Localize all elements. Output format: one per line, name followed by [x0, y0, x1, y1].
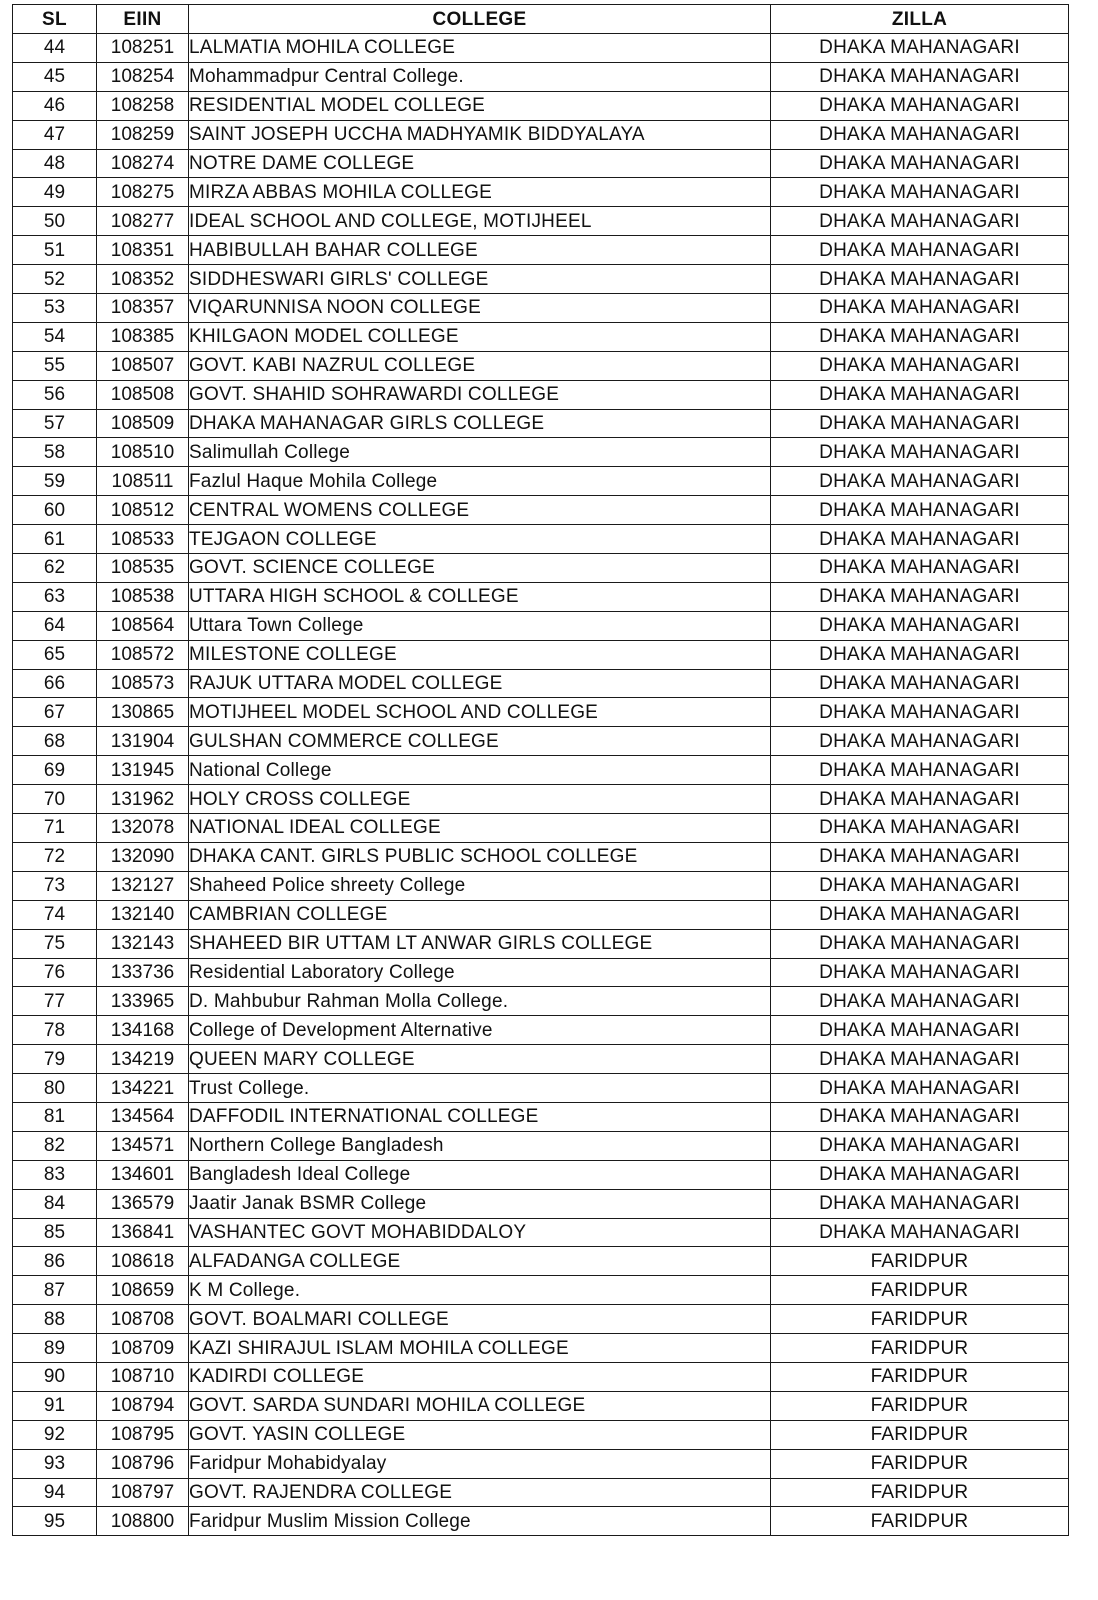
college-cell: Jaatir Janak BSMR College — [189, 1189, 771, 1218]
eiin-cell: 134601 — [97, 1160, 189, 1189]
zilla-cell: DHAKA MAHANAGARI — [771, 525, 1069, 554]
college-cell: College of Development Alternative — [189, 1016, 771, 1045]
table-row — [13, 1160, 1069, 1189]
table-row — [13, 322, 1069, 351]
college-cell: Fazlul Haque Mohila College — [189, 467, 771, 496]
eiin-cell: 108385 — [97, 322, 189, 351]
zilla-cell: DHAKA MAHANAGARI — [771, 351, 1069, 380]
eiin-cell: 108572 — [97, 640, 189, 669]
table-row — [13, 1507, 1069, 1536]
sl-cell: 58 — [13, 438, 97, 467]
table-row — [13, 1449, 1069, 1478]
table-row — [13, 525, 1069, 554]
eiin-cell: 108659 — [97, 1276, 189, 1305]
college-table — [12, 4, 1069, 1536]
zilla-cell: DHAKA MAHANAGARI — [771, 294, 1069, 323]
zilla-cell: DHAKA MAHANAGARI — [771, 91, 1069, 120]
zilla-cell: DHAKA MAHANAGARI — [771, 380, 1069, 409]
table-row — [13, 1276, 1069, 1305]
college-cell: GOVT. RAJENDRA COLLEGE — [189, 1478, 771, 1507]
zilla-cell: DHAKA MAHANAGARI — [771, 1045, 1069, 1074]
table-row — [13, 814, 1069, 843]
college-cell: NATIONAL IDEAL COLLEGE — [189, 814, 771, 843]
table-row — [13, 467, 1069, 496]
eiin-cell: 134221 — [97, 1074, 189, 1103]
eiin-cell: 108275 — [97, 178, 189, 207]
college-cell: MILESTONE COLLEGE — [189, 640, 771, 669]
eiin-cell: 108709 — [97, 1334, 189, 1363]
sl-cell: 93 — [13, 1449, 97, 1478]
college-cell: GOVT. SHAHID SOHRAWARDI COLLEGE — [189, 380, 771, 409]
sl-cell: 47 — [13, 120, 97, 149]
sl-cell: 83 — [13, 1160, 97, 1189]
sl-cell: 76 — [13, 958, 97, 987]
table-row — [13, 409, 1069, 438]
eiin-cell: 108533 — [97, 525, 189, 554]
sl-cell: 90 — [13, 1362, 97, 1391]
header-row — [13, 5, 1069, 34]
sl-cell: 91 — [13, 1391, 97, 1420]
table-row — [13, 1131, 1069, 1160]
college-cell: DAFFODIL INTERNATIONAL COLLEGE — [189, 1102, 771, 1131]
college-cell: Mohammadpur Central College. — [189, 62, 771, 91]
sl-cell: 73 — [13, 871, 97, 900]
table-row — [13, 1189, 1069, 1218]
zilla-cell: DHAKA MAHANAGARI — [771, 554, 1069, 583]
table-row — [13, 496, 1069, 525]
college-cell: LALMATIA MOHILA COLLEGE — [189, 34, 771, 63]
college-cell: Faridpur Mohabidyalay — [189, 1449, 771, 1478]
sl-cell: 77 — [13, 987, 97, 1016]
table-row — [13, 929, 1069, 958]
zilla-cell: DHAKA MAHANAGARI — [771, 34, 1069, 63]
zilla-cell: DHAKA MAHANAGARI — [771, 842, 1069, 871]
table-row — [13, 1362, 1069, 1391]
sl-cell: 63 — [13, 582, 97, 611]
table-row — [13, 669, 1069, 698]
zilla-cell: DHAKA MAHANAGARI — [771, 496, 1069, 525]
table-row — [13, 1045, 1069, 1074]
zilla-cell: FARIDPUR — [771, 1305, 1069, 1334]
table-row — [13, 1305, 1069, 1334]
eiin-cell: 108254 — [97, 62, 189, 91]
table-row — [13, 1247, 1069, 1276]
zilla-cell: DHAKA MAHANAGARI — [771, 1131, 1069, 1160]
zilla-cell: FARIDPUR — [771, 1362, 1069, 1391]
sl-cell: 85 — [13, 1218, 97, 1247]
zilla-cell: FARIDPUR — [771, 1247, 1069, 1276]
college-cell: MOTIJHEEL MODEL SCHOOL AND COLLEGE — [189, 698, 771, 727]
table-row — [13, 900, 1069, 929]
eiin-cell: 134571 — [97, 1131, 189, 1160]
table-row — [13, 1334, 1069, 1363]
college-cell: GULSHAN COMMERCE COLLEGE — [189, 727, 771, 756]
table-row — [13, 351, 1069, 380]
zilla-cell: FARIDPUR — [771, 1449, 1069, 1478]
sl-cell: 45 — [13, 62, 97, 91]
zilla-cell: DHAKA MAHANAGARI — [771, 178, 1069, 207]
eiin-cell: 132078 — [97, 814, 189, 843]
college-cell: GOVT. SCIENCE COLLEGE — [189, 554, 771, 583]
table-row — [13, 871, 1069, 900]
eiin-cell: 108351 — [97, 236, 189, 265]
college-cell: GOVT. KABI NAZRUL COLLEGE — [189, 351, 771, 380]
sl-cell: 49 — [13, 178, 97, 207]
college-cell: DHAKA CANT. GIRLS PUBLIC SCHOOL COLLEGE — [189, 842, 771, 871]
table-header — [13, 5, 1069, 34]
eiin-cell: 108508 — [97, 380, 189, 409]
college-cell: GOVT. SARDA SUNDARI MOHILA COLLEGE — [189, 1391, 771, 1420]
table-row — [13, 149, 1069, 178]
sl-cell: 86 — [13, 1247, 97, 1276]
zilla-cell: DHAKA MAHANAGARI — [771, 871, 1069, 900]
sl-cell: 71 — [13, 814, 97, 843]
zilla-cell: DHAKA MAHANAGARI — [771, 669, 1069, 698]
table-row — [13, 1218, 1069, 1247]
zilla-cell: DHAKA MAHANAGARI — [771, 727, 1069, 756]
zilla-cell: FARIDPUR — [771, 1276, 1069, 1305]
sl-cell: 62 — [13, 554, 97, 583]
zilla-cell: DHAKA MAHANAGARI — [771, 120, 1069, 149]
eiin-cell: 108796 — [97, 1449, 189, 1478]
zilla-cell: DHAKA MAHANAGARI — [771, 611, 1069, 640]
sl-cell: 74 — [13, 900, 97, 929]
zilla-cell: DHAKA MAHANAGARI — [771, 958, 1069, 987]
college-cell: RAJUK UTTARA MODEL COLLEGE — [189, 669, 771, 698]
eiin-cell: 133965 — [97, 987, 189, 1016]
eiin-cell: 108564 — [97, 611, 189, 640]
zilla-cell: DHAKA MAHANAGARI — [771, 1218, 1069, 1247]
eiin-cell: 131945 — [97, 756, 189, 785]
college-cell: SAINT JOSEPH UCCHA MADHYAMIK BIDDYALAYA — [189, 120, 771, 149]
zilla-cell: DHAKA MAHANAGARI — [771, 582, 1069, 611]
zilla-cell: DHAKA MAHANAGARI — [771, 236, 1069, 265]
table-row — [13, 1478, 1069, 1507]
eiin-cell: 108258 — [97, 91, 189, 120]
table-row — [13, 1016, 1069, 1045]
college-cell: KAZI SHIRAJUL ISLAM MOHILA COLLEGE — [189, 1334, 771, 1363]
sl-cell: 64 — [13, 611, 97, 640]
college-cell: K M College. — [189, 1276, 771, 1305]
college-cell: NOTRE DAME COLLEGE — [189, 149, 771, 178]
sl-cell: 51 — [13, 236, 97, 265]
eiin-cell: 108618 — [97, 1247, 189, 1276]
college-cell: Bangladesh Ideal College — [189, 1160, 771, 1189]
sl-cell: 65 — [13, 640, 97, 669]
college-cell: KADIRDI COLLEGE — [189, 1362, 771, 1391]
college-cell: Residential Laboratory College — [189, 958, 771, 987]
table-row — [13, 34, 1069, 63]
sl-cell: 66 — [13, 669, 97, 698]
zilla-cell: DHAKA MAHANAGARI — [771, 438, 1069, 467]
college-cell: National College — [189, 756, 771, 785]
sl-cell: 57 — [13, 409, 97, 438]
college-cell: QUEEN MARY COLLEGE — [189, 1045, 771, 1074]
zilla-cell: DHAKA MAHANAGARI — [771, 1189, 1069, 1218]
college-cell: KHILGAON MODEL COLLEGE — [189, 322, 771, 351]
zilla-cell: FARIDPUR — [771, 1334, 1069, 1363]
college-cell: IDEAL SCHOOL AND COLLEGE, MOTIJHEEL — [189, 207, 771, 236]
eiin-cell: 132143 — [97, 929, 189, 958]
sl-cell: 81 — [13, 1102, 97, 1131]
eiin-cell: 108800 — [97, 1507, 189, 1536]
sl-cell: 56 — [13, 380, 97, 409]
college-list-sheet — [12, 4, 1068, 1536]
zilla-cell: DHAKA MAHANAGARI — [771, 62, 1069, 91]
sl-cell: 48 — [13, 149, 97, 178]
table-row — [13, 1391, 1069, 1420]
eiin-cell: 134564 — [97, 1102, 189, 1131]
table-row — [13, 294, 1069, 323]
table-row — [13, 1102, 1069, 1131]
header-zilla: ZILLA — [771, 5, 1069, 34]
zilla-cell: DHAKA MAHANAGARI — [771, 900, 1069, 929]
table-row — [13, 785, 1069, 814]
sl-cell: 79 — [13, 1045, 97, 1074]
sl-cell: 53 — [13, 294, 97, 323]
zilla-cell: FARIDPUR — [771, 1478, 1069, 1507]
table-row — [13, 236, 1069, 265]
eiin-cell: 108535 — [97, 554, 189, 583]
college-cell: Shaheed Police shreety College — [189, 871, 771, 900]
college-cell: Salimullah College — [189, 438, 771, 467]
eiin-cell: 108352 — [97, 265, 189, 294]
sl-cell: 88 — [13, 1305, 97, 1334]
college-cell: Northern College Bangladesh — [189, 1131, 771, 1160]
zilla-cell: DHAKA MAHANAGARI — [771, 1016, 1069, 1045]
eiin-cell: 108573 — [97, 669, 189, 698]
zilla-cell: FARIDPUR — [771, 1507, 1069, 1536]
eiin-cell: 108259 — [97, 120, 189, 149]
eiin-cell: 134219 — [97, 1045, 189, 1074]
college-cell: HOLY CROSS COLLEGE — [189, 785, 771, 814]
eiin-cell: 130865 — [97, 698, 189, 727]
college-cell: VIQARUNNISA NOON COLLEGE — [189, 294, 771, 323]
sl-cell: 61 — [13, 525, 97, 554]
table-row — [13, 582, 1069, 611]
eiin-cell: 108795 — [97, 1420, 189, 1449]
table-row — [13, 611, 1069, 640]
college-cell: GOVT. BOALMARI COLLEGE — [189, 1305, 771, 1334]
sl-cell: 52 — [13, 265, 97, 294]
table-body — [13, 34, 1069, 1536]
zilla-cell: DHAKA MAHANAGARI — [771, 265, 1069, 294]
college-cell: VASHANTEC GOVT MOHABIDDALOY — [189, 1218, 771, 1247]
header-college: COLLEGE — [189, 5, 771, 34]
sl-cell: 95 — [13, 1507, 97, 1536]
zilla-cell: DHAKA MAHANAGARI — [771, 640, 1069, 669]
college-cell: HABIBULLAH BAHAR COLLEGE — [189, 236, 771, 265]
table-row — [13, 554, 1069, 583]
sl-cell: 55 — [13, 351, 97, 380]
zilla-cell: DHAKA MAHANAGARI — [771, 698, 1069, 727]
eiin-cell: 108507 — [97, 351, 189, 380]
zilla-cell: DHAKA MAHANAGARI — [771, 1160, 1069, 1189]
zilla-cell: DHAKA MAHANAGARI — [771, 929, 1069, 958]
sl-cell: 89 — [13, 1334, 97, 1363]
college-cell: GOVT. YASIN COLLEGE — [189, 1420, 771, 1449]
sl-cell: 50 — [13, 207, 97, 236]
college-cell: RESIDENTIAL MODEL COLLEGE — [189, 91, 771, 120]
zilla-cell: FARIDPUR — [771, 1391, 1069, 1420]
zilla-cell: DHAKA MAHANAGARI — [771, 1102, 1069, 1131]
table-row — [13, 91, 1069, 120]
header-sl: SL — [13, 5, 97, 34]
table-row — [13, 120, 1069, 149]
zilla-cell: DHAKA MAHANAGARI — [771, 814, 1069, 843]
college-cell: Trust College. — [189, 1074, 771, 1103]
college-cell: MIRZA ABBAS MOHILA COLLEGE — [189, 178, 771, 207]
zilla-cell: DHAKA MAHANAGARI — [771, 207, 1069, 236]
table-row — [13, 727, 1069, 756]
zilla-cell: DHAKA MAHANAGARI — [771, 322, 1069, 351]
sl-cell: 44 — [13, 34, 97, 63]
sl-cell: 87 — [13, 1276, 97, 1305]
eiin-cell: 134168 — [97, 1016, 189, 1045]
eiin-cell: 108511 — [97, 467, 189, 496]
eiin-cell: 108797 — [97, 1478, 189, 1507]
eiin-cell: 131904 — [97, 727, 189, 756]
table-row — [13, 756, 1069, 785]
sl-cell: 82 — [13, 1131, 97, 1160]
table-row — [13, 842, 1069, 871]
college-cell: SHAHEED BIR UTTAM LT ANWAR GIRLS COLLEGE — [189, 929, 771, 958]
eiin-cell: 108538 — [97, 582, 189, 611]
college-cell: Faridpur Muslim Mission College — [189, 1507, 771, 1536]
sl-cell: 67 — [13, 698, 97, 727]
table-row — [13, 380, 1069, 409]
college-cell: UTTARA HIGH SCHOOL & COLLEGE — [189, 582, 771, 611]
sl-cell: 75 — [13, 929, 97, 958]
sl-cell: 94 — [13, 1478, 97, 1507]
eiin-cell: 131962 — [97, 785, 189, 814]
eiin-cell: 136579 — [97, 1189, 189, 1218]
table-row — [13, 265, 1069, 294]
eiin-cell: 108710 — [97, 1362, 189, 1391]
college-cell: ALFADANGA COLLEGE — [189, 1247, 771, 1276]
table-row — [13, 178, 1069, 207]
eiin-cell: 132140 — [97, 900, 189, 929]
eiin-cell: 136841 — [97, 1218, 189, 1247]
eiin-cell: 108512 — [97, 496, 189, 525]
table-row — [13, 62, 1069, 91]
table-row — [13, 958, 1069, 987]
zilla-cell: FARIDPUR — [771, 1420, 1069, 1449]
sl-cell: 69 — [13, 756, 97, 785]
eiin-cell: 132127 — [97, 871, 189, 900]
eiin-cell: 108274 — [97, 149, 189, 178]
eiin-cell: 108277 — [97, 207, 189, 236]
eiin-cell: 108794 — [97, 1391, 189, 1420]
sl-cell: 60 — [13, 496, 97, 525]
sl-cell: 80 — [13, 1074, 97, 1103]
zilla-cell: DHAKA MAHANAGARI — [771, 409, 1069, 438]
zilla-cell: DHAKA MAHANAGARI — [771, 1074, 1069, 1103]
zilla-cell: DHAKA MAHANAGARI — [771, 987, 1069, 1016]
eiin-cell: 132090 — [97, 842, 189, 871]
sl-cell: 84 — [13, 1189, 97, 1218]
eiin-cell: 108357 — [97, 294, 189, 323]
header-eiin: EIIN — [97, 5, 189, 34]
table-row — [13, 1420, 1069, 1449]
sl-cell: 70 — [13, 785, 97, 814]
college-cell: D. Mahbubur Rahman Molla College. — [189, 987, 771, 1016]
sl-cell: 68 — [13, 727, 97, 756]
eiin-cell: 108708 — [97, 1305, 189, 1334]
sl-cell: 78 — [13, 1016, 97, 1045]
eiin-cell: 108509 — [97, 409, 189, 438]
eiin-cell: 133736 — [97, 958, 189, 987]
sl-cell: 46 — [13, 91, 97, 120]
college-cell: Uttara Town College — [189, 611, 771, 640]
sl-cell: 59 — [13, 467, 97, 496]
table-row — [13, 640, 1069, 669]
table-row — [13, 207, 1069, 236]
college-cell: CAMBRIAN COLLEGE — [189, 900, 771, 929]
zilla-cell: DHAKA MAHANAGARI — [771, 149, 1069, 178]
zilla-cell: DHAKA MAHANAGARI — [771, 467, 1069, 496]
table-row — [13, 987, 1069, 1016]
eiin-cell: 108510 — [97, 438, 189, 467]
sl-cell: 54 — [13, 322, 97, 351]
college-cell: SIDDHESWARI GIRLS' COLLEGE — [189, 265, 771, 294]
college-cell: TEJGAON COLLEGE — [189, 525, 771, 554]
table-row — [13, 698, 1069, 727]
table-row — [13, 1074, 1069, 1103]
college-cell: CENTRAL WOMENS COLLEGE — [189, 496, 771, 525]
zilla-cell: DHAKA MAHANAGARI — [771, 785, 1069, 814]
college-cell: DHAKA MAHANAGAR GIRLS COLLEGE — [189, 409, 771, 438]
eiin-cell: 108251 — [97, 34, 189, 63]
table-row — [13, 438, 1069, 467]
sl-cell: 92 — [13, 1420, 97, 1449]
sl-cell: 72 — [13, 842, 97, 871]
zilla-cell: DHAKA MAHANAGARI — [771, 756, 1069, 785]
